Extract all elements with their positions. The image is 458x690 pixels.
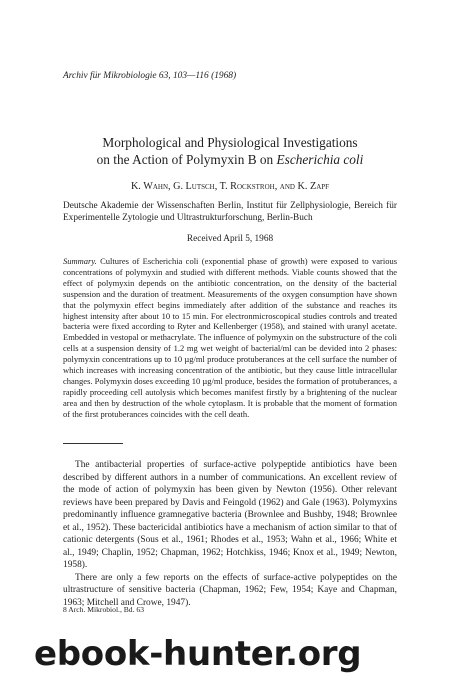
body-paragraph-1: The antibacterial properties of surface-active polypeptide antibiotics have been described by different authors in a number of communications. An excellent review of the mode of action of polymyxin has been given by Newton (1956). Other relevant reviews have been prepared by Davis and Feingold (1962) and Gale (1963). Polymyxins predominantly influence gramnegative bacteria (Brownlee and Bushby, 1948; Brownlee et al., 1952). These bactericidal antibiotics have a mechanism of action similar to that of cationic detergents (Sous et al., 1961; Rhodes et al., 1953; Wahn et al., 1966; White et al., 1949; Chaplin, 1952; Chapman, 1962; Hotchkiss, 1946; Knox et al., 1949; Newton, 1958). [63, 460, 397, 570]
affiliation: Deutsche Akademie der Wissenschaften Berlin, Institut für Zellphysiologie, Bereich für Experimentelle Zytologie und Ultrastrukturforschung, Berlin-Buch [63, 201, 397, 223]
title-species: Escherichia coli [276, 152, 364, 167]
title-line-2 [40, 151, 420, 168]
page-footer: 8 Arch. Mikrobiol., Bd. 63 [63, 605, 144, 614]
journal-citation: Archiv für Mikrobiologie 63, 103—116 (1968) [63, 71, 237, 81]
title-line-1: Morphological and Physiological Investigations [102, 135, 358, 150]
author-list: K. Wahn, G. Lutsch, T. Rockstroh, and K. Zapf [130, 181, 330, 192]
title-line-2-prefix: on the Action of Polymyxin B on [96, 152, 277, 167]
summary-lead: Summary. [63, 256, 97, 266]
section-divider [63, 443, 123, 444]
summary [63, 256, 397, 420]
body-paragraph-2: There are only a few reports on the effects of surface-active polypeptides on the ultrastructure of sensitive bacteria (Chapman, 1962; Few, 1954; Kaye and Chapman, 1963; Mitchell and Crowe, 1947). [63, 572, 397, 608]
summary-text: Cultures of Escherichia coli (exponential phase of growth) were exposed to various concentrations of polymyxin and studied with different methods. Viable counts showed that the effect of polymyxin depends on the antibiotic concentration, on the density of the bacterial suspension and the duration of treatment. Measurements of the oxygen consumption have shown that the polymyxin effect begins immediately after addition of the substance and reaches its highest intensity after about 10 to 15 min. For electronmicroscopical studies controls and treated bacteria were fixed according to Ryter and Kellenberger (1958), and stained with uranyl acetate. Embedded in vestopal or methacrylate. The influence of polymyxin on the substructure of the coli cells at a suspension density of 1.2 mg wet weight of bacterial/ml can be devided into 2 phases: polymyxin concentrations up to 10 µg/ml produce protuberances at the cell surface the number of which increases with increasing concentration of the antibiotic, but they cause little intracellular changes. Polymyxin doses exceeding 10 µg/ml produce, besides the formation of protuberances, a rapidly proceeding cell autolysis which becomes manifest firstly by a brightening of the nuclear area and then by destruction of the whole cytoplasm. It is probable that the moment of formation of the first protuberances coincides with the cell death. [63, 256, 397, 419]
watermark-logo: ebook-hunter.org [34, 634, 362, 674]
article-title [40, 134, 420, 168]
body-text [63, 459, 397, 609]
received-date: Received April 5, 1968 [186, 234, 274, 244]
